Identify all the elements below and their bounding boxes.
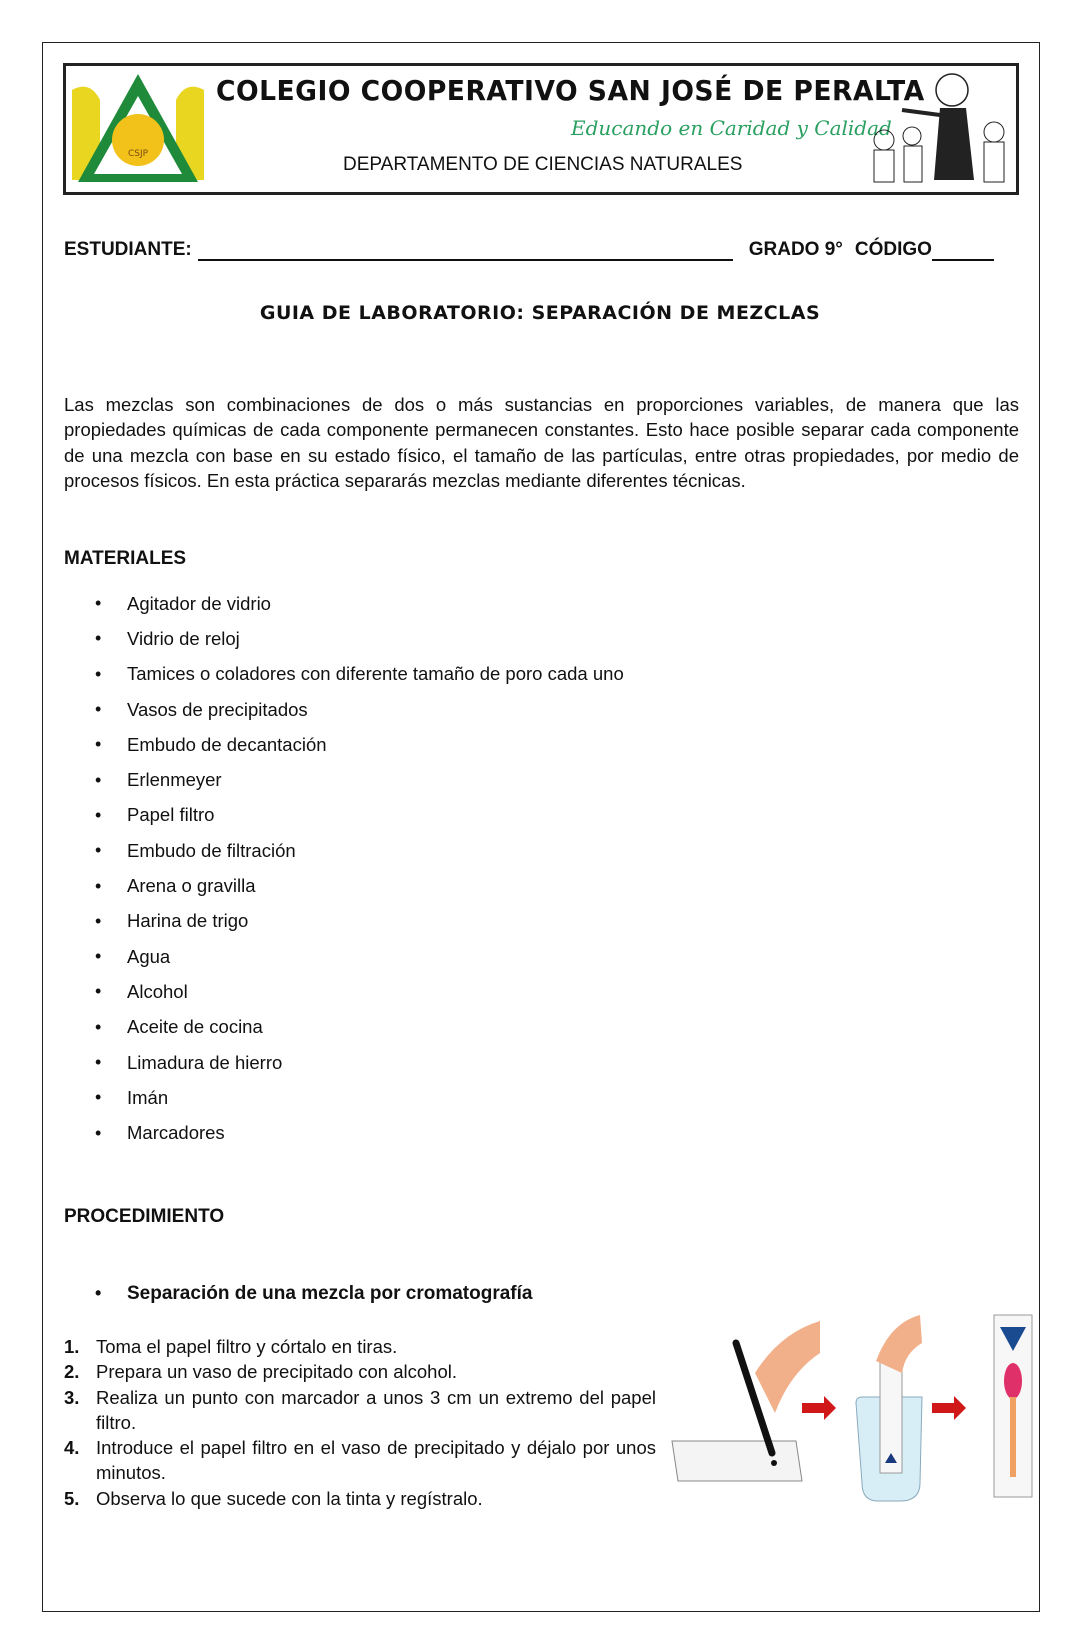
materials-heading: MATERIALES xyxy=(64,548,187,569)
material-text: Marcadores xyxy=(127,1122,225,1144)
material-item xyxy=(95,657,624,692)
step-number: 4. xyxy=(64,1437,80,1459)
student-name-blank[interactable] xyxy=(198,243,733,261)
bullet-icon: • xyxy=(95,769,102,790)
procedure-step xyxy=(64,1486,656,1511)
school-motto: Educando en Caridad y Calidad xyxy=(571,116,892,140)
material-text: Vidrio de reloj xyxy=(127,627,240,649)
material-text: Alcohol xyxy=(127,980,188,1002)
materials-list xyxy=(95,586,624,1151)
material-text: Embudo de filtración xyxy=(127,839,296,861)
bullet-icon: • xyxy=(95,981,102,1002)
student-info-row xyxy=(64,239,1032,261)
letterhead xyxy=(63,63,1019,195)
bullet-icon: • xyxy=(95,840,102,861)
material-item xyxy=(95,1080,624,1115)
procedure-steps xyxy=(64,1334,656,1511)
intro-paragraph: Las mezclas son combinaciones de dos o más sustancias en proporciones variables, de manera que las propiedades químicas de cada componente permanecen constantes. Esto hace posible separar cada componente de una mezcla con base en su estado físico, el tamaño de las partículas, entre otras propiedades, por medio de procesos físicos. En esta práctica separarás mezclas mediante diferentes técnicas. xyxy=(64,394,1019,491)
bullet-icon: • xyxy=(95,1122,102,1143)
procedure-step xyxy=(64,1334,656,1359)
material-item xyxy=(95,868,624,903)
material-text: Limadura de hierro xyxy=(127,1051,283,1073)
step-number: 5. xyxy=(64,1487,80,1509)
school-logo-icon xyxy=(70,70,206,190)
chromatography-illustration-icon xyxy=(670,1313,1036,1511)
material-item xyxy=(95,1010,624,1045)
material-text: Erlenmeyer xyxy=(127,769,222,791)
bullet-icon: • xyxy=(95,734,102,755)
subheading-text: Separación de una mezcla por cromatografía xyxy=(127,1283,533,1304)
procedure-subheading xyxy=(95,1283,532,1305)
material-item xyxy=(95,1115,624,1150)
page-title: GUIA DE LABORATORIO: SEPARACIÓN DE MEZCLAS xyxy=(259,302,821,324)
material-item xyxy=(95,586,624,621)
department-name: DEPARTAMENTO DE CIENCIAS NATURALES xyxy=(343,154,743,175)
bullet-icon: • xyxy=(95,804,102,825)
bullet-icon: • xyxy=(95,910,102,931)
step-number: 1. xyxy=(64,1336,80,1357)
bullet-icon: • xyxy=(95,1052,102,1072)
procedure-step xyxy=(64,1435,656,1486)
step-text: Prepara un vaso de precipitado con alcohol. xyxy=(96,1361,457,1383)
material-item xyxy=(95,621,624,656)
bullet-icon: • xyxy=(95,875,102,896)
procedure-step xyxy=(64,1385,656,1436)
grade-label: GRADO 9° xyxy=(748,239,843,260)
material-item xyxy=(95,939,624,974)
material-text: Harina de trigo xyxy=(127,910,249,932)
material-item xyxy=(95,833,624,868)
material-item xyxy=(95,727,624,762)
step-number: 3. xyxy=(64,1386,80,1408)
material-text: Vasos de precipitados xyxy=(127,698,308,720)
bullet-icon: • xyxy=(95,1087,102,1108)
procedure-step xyxy=(64,1359,656,1384)
step-number: 2. xyxy=(64,1361,80,1383)
material-text: Embudo de decantación xyxy=(127,733,327,755)
saint-with-children-illustration-icon xyxy=(862,70,1012,190)
material-item xyxy=(95,762,624,797)
bullet-icon: • xyxy=(95,946,102,967)
material-text: Agua xyxy=(127,945,171,967)
material-text: Agitador de vidrio xyxy=(127,592,271,614)
material-item xyxy=(95,692,624,727)
material-item xyxy=(95,904,624,939)
student-label: ESTUDIANTE: xyxy=(64,239,192,260)
bullet-icon: • xyxy=(95,699,102,720)
material-text: Aceite de cocina xyxy=(127,1016,263,1038)
svg-text:CSJP: CSJP xyxy=(127,149,149,159)
step-text: Toma el papel filtro y córtalo en tiras. xyxy=(96,1336,398,1357)
bullet-icon: • xyxy=(95,1283,102,1303)
material-text: Arena o gravilla xyxy=(127,875,256,897)
step-text: Introduce el papel filtro en el vaso de precipitado y déjalo por unos minutos. xyxy=(96,1437,656,1484)
material-item xyxy=(95,1045,624,1080)
code-blank[interactable] xyxy=(932,243,994,261)
material-text: Tamices o coladores con diferente tamaño de poro cada uno xyxy=(127,663,624,685)
step-text: Observa lo que sucede con la tinta y regístralo. xyxy=(96,1487,483,1509)
material-item xyxy=(95,798,624,833)
procedure-heading: PROCEDIMIENTO xyxy=(64,1206,225,1227)
material-text: Papel filtro xyxy=(127,804,215,826)
bullet-icon: • xyxy=(95,628,102,649)
bullet-icon: • xyxy=(95,593,102,614)
material-item xyxy=(95,974,624,1009)
code-label: CÓDIGO xyxy=(854,239,932,260)
step-text: Realiza un punto con marcador a unos 3 cm un extremo del papel filtro. xyxy=(96,1386,656,1433)
school-name: COLEGIO COOPERATIVO SAN JOSÉ DE PERALTA xyxy=(216,74,925,107)
bullet-icon: • xyxy=(95,663,102,684)
material-text: Imán xyxy=(127,1086,169,1108)
bullet-icon: • xyxy=(95,1016,102,1037)
